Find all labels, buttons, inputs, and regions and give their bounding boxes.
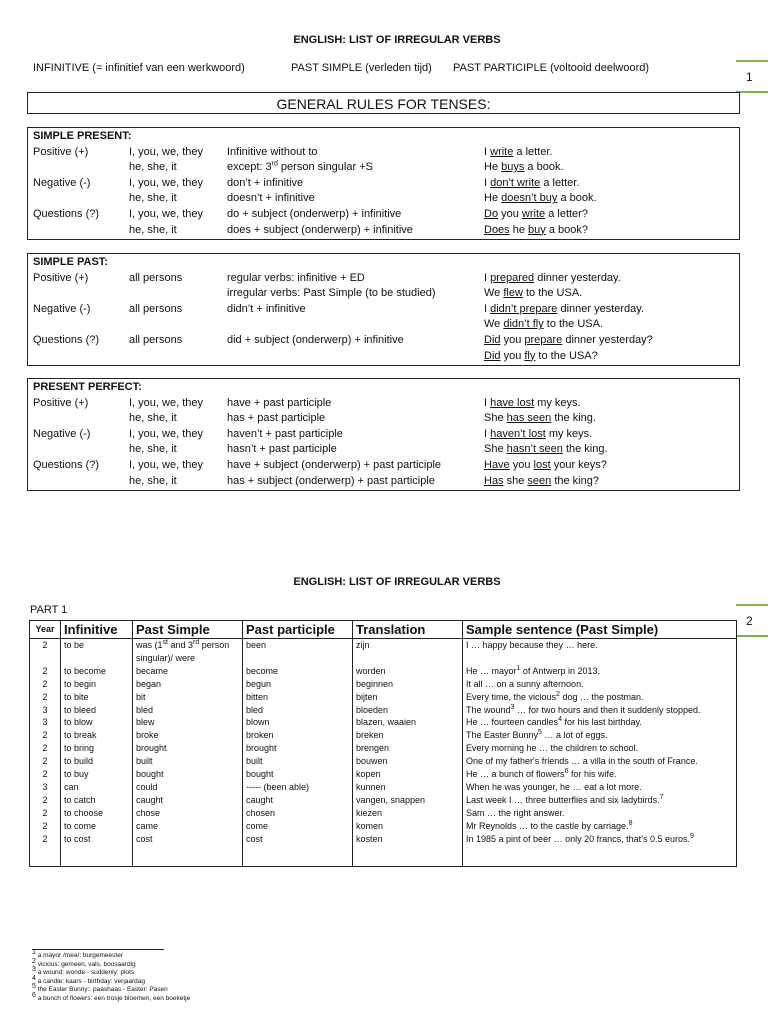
table-row: [30, 833, 737, 846]
rule-formula: have + past participle: [227, 396, 332, 409]
rule-formula: did + subject (onderwerp) + infinitive: [227, 333, 404, 346]
verb-translation: beginnen: [353, 678, 463, 691]
verb-sample-sentence: He … a bunch of flowers$^6$ for his wife.: [463, 768, 737, 781]
table-row: [30, 807, 737, 820]
verb-past-participle: cost: [243, 833, 353, 846]
verb-translation: brengen: [353, 742, 463, 755]
empty-cell: [463, 846, 737, 867]
verb-past-participle: chosen: [243, 807, 353, 820]
table-row: [30, 665, 737, 678]
verb-translation: bloeden: [353, 704, 463, 717]
verb-year: 2: [30, 691, 61, 704]
verb-sample-sentence: Sam … the right answer.: [463, 807, 737, 820]
verb-past-simple: bit: [133, 691, 243, 704]
tense-section-title: PRESENT PERFECT:: [33, 381, 142, 393]
verb-past-simple: brought: [133, 742, 243, 755]
tense-rule-row: [28, 271, 739, 287]
verb-past-participle: bought: [243, 768, 353, 781]
verb-infinitive: to cost: [61, 833, 133, 846]
table-row: [30, 794, 737, 807]
rule-example: I have lost my keys.: [484, 396, 581, 409]
verb-sample-sentence: He … mayor$^1$ of Antwerp in 2013.: [463, 665, 737, 678]
verb-translation: blazen, waaien: [353, 716, 463, 729]
verb-infinitive: to blow: [61, 716, 133, 729]
rule-type: Questions (?): [33, 207, 100, 220]
verb-year: 2: [30, 807, 61, 820]
verb-translation: zijn: [353, 639, 463, 665]
tense-rule-row: [28, 286, 739, 302]
table-header-row: [30, 621, 737, 639]
column-header-past-simple: Past Simple: [133, 621, 243, 639]
verb-sample-sentence: In 1985 a pint of beer … only 20 francs, that’s 0.5 euros.$^9$: [463, 833, 737, 846]
rule-subject: all persons: [129, 271, 183, 284]
footnote: $^6$ a bunch of flowers: een trosje bloemen, een boeketje: [32, 991, 191, 1002]
verb-year: 2: [30, 794, 61, 807]
verb-past-participle: bitten: [243, 691, 353, 704]
verb-translation: breken: [353, 729, 463, 742]
verb-past-participle: caught: [243, 794, 353, 807]
rule-example: He buys a book.: [484, 161, 564, 174]
rule-subject: I, you, we, they: [129, 427, 203, 440]
verb-infinitive: to become: [61, 665, 133, 678]
rule-subject: I, you, we, they: [129, 145, 203, 158]
verb-past-participle: blown: [243, 716, 353, 729]
tense-rule-row: [28, 458, 739, 474]
empty-cell: [133, 846, 243, 867]
verb-year: 2: [30, 768, 61, 781]
tense-section: [27, 127, 740, 240]
page-number: 1: [746, 70, 753, 84]
tense-rule-row: [28, 145, 739, 161]
table-row: [30, 678, 737, 691]
verb-infinitive: to choose: [61, 807, 133, 820]
tense-rule-row: [28, 442, 739, 458]
verb-past-simple: became: [133, 665, 243, 678]
irregular-verbs-table: [29, 620, 737, 867]
verb-past-participle: begun: [243, 678, 353, 691]
verb-sample-sentence: He … fourteen candles$^4$ for his last birthday.: [463, 716, 737, 729]
verb-past-simple: was (1st and 3rd person singular)/ were: [133, 639, 243, 665]
footnote: $^2$ vicious: gemeen, vals, boosaardig: [32, 957, 136, 968]
page2-title: ENGLISH: LIST OF IRREGULAR VERBS: [293, 576, 501, 588]
verb-sample-sentence: Every time, the vicious$^2$ dog … the postman.: [463, 691, 737, 704]
footnote: $^3$ a wound: wonde - suddenly: plots: [32, 965, 135, 976]
table-row: [30, 704, 737, 717]
rule-subject: I, you, we, they: [129, 458, 203, 471]
empty-cell: [243, 846, 353, 867]
verb-year: 2: [30, 665, 61, 678]
empty-cell: [61, 846, 133, 867]
rule-subject: all persons: [129, 333, 183, 346]
verb-translation: kiezen: [353, 807, 463, 820]
verb-past-simple: chose: [133, 807, 243, 820]
rule-example: I haven’t lost my keys.: [484, 427, 593, 440]
tense-rule-row: [28, 349, 739, 365]
verb-year: 2: [30, 678, 61, 691]
verb-past-simple: cost: [133, 833, 243, 846]
rule-example: I don’t write a letter.: [484, 176, 580, 189]
rule-formula: Infinitive without to: [227, 145, 318, 158]
verb-sample-sentence: One of my father's friends … a villa in the south of France.: [463, 755, 737, 768]
rule-subject: he, she, it: [129, 223, 177, 236]
tense-section-title: SIMPLE PAST:: [33, 256, 108, 268]
rule-example: Did you fly to the USA?: [484, 349, 598, 362]
tense-rule-row: [28, 333, 739, 349]
column-header-past-participle: Past participle: [243, 621, 353, 639]
verb-translation: bijten: [353, 691, 463, 704]
rule-type: Positive (+): [33, 271, 89, 284]
header-infinitive: INFINITIVE (= infinitief van een werkwoord): [33, 62, 245, 74]
rule-subject: he, she, it: [129, 474, 177, 487]
verb-past-participle: brought: [243, 742, 353, 755]
table-row: [30, 716, 737, 729]
verb-translation: worden: [353, 665, 463, 678]
rule-formula: has + past participle: [227, 412, 326, 425]
verb-past-simple: bled: [133, 704, 243, 717]
tense-section-title: SIMPLE PRESENT:: [33, 130, 132, 142]
column-header-infinitive: Infinitive: [61, 621, 133, 639]
footnotes: [32, 948, 191, 1003]
rule-type: Negative (-): [33, 302, 91, 315]
verb-infinitive: can: [61, 781, 133, 794]
verb-past-simple: blew: [133, 716, 243, 729]
rule-example: Has she seen the king?: [484, 474, 599, 487]
verb-sample-sentence: Every morning he … the children to school.: [463, 742, 737, 755]
rule-type: Questions (?): [33, 458, 100, 471]
verb-past-participle: built: [243, 755, 353, 768]
verb-infinitive: to bring: [61, 742, 133, 755]
verb-past-simple: built: [133, 755, 243, 768]
footnote: $^4$ a candle: kaars - birthday: verjaardag: [32, 974, 146, 985]
empty-cell: [353, 846, 463, 867]
rule-formula: doesn’t + infinitive: [227, 192, 315, 205]
tense-rule-row: [28, 427, 739, 443]
page-marker-line: [736, 91, 768, 93]
rule-type: Positive (+): [33, 396, 89, 409]
verb-sample-sentence: When he was younger, he … eat a lot more.: [463, 781, 737, 794]
rule-type: Negative (-): [33, 427, 91, 440]
verb-translation: bouwen: [353, 755, 463, 768]
rule-formula: don’t + infinitive: [227, 176, 304, 189]
header-past-participle: PAST PARTICIPLE (voltooid deelwoord): [453, 62, 650, 74]
rule-subject: I, you, we, they: [129, 396, 203, 409]
tense-rule-row: [28, 207, 739, 223]
part-label: PART 1: [30, 604, 68, 616]
verb-past-participle: been: [243, 639, 353, 665]
footnote: $^5$ the Easter Bunny:: paashaas - Easter: Pasen: [32, 982, 168, 993]
rule-example: Did you prepare dinner yesterday?: [484, 333, 653, 346]
verb-year: 2: [30, 833, 61, 846]
verb-past-participle: become: [243, 665, 353, 678]
verb-infinitive: to build: [61, 755, 133, 768]
table-row: [30, 691, 737, 704]
verb-past-simple: began: [133, 678, 243, 691]
tense-rule-row: [28, 176, 739, 192]
table-row: [30, 820, 737, 833]
verb-sample-sentence: The wound$^3$ … for two hours and then it suddenly stopped.: [463, 704, 737, 717]
verb-year: 2: [30, 742, 61, 755]
verb-past-simple: could: [133, 781, 243, 794]
tense-rule-row: [28, 160, 739, 176]
page-marker-line: [736, 635, 768, 637]
verb-infinitive: to bite: [61, 691, 133, 704]
column-header-translation: Translation: [353, 621, 463, 639]
empty-cell: [30, 846, 61, 867]
rule-formula: haven’t + past participle: [227, 427, 343, 440]
rule-type: Negative (-): [33, 176, 91, 189]
verb-past-simple: caught: [133, 794, 243, 807]
verb-past-simple: broke: [133, 729, 243, 742]
rule-subject: I, you, we, they: [129, 176, 203, 189]
tense-rule-row: [28, 317, 739, 333]
verb-year: 3: [30, 704, 61, 717]
rule-subject: he, she, it: [129, 443, 177, 456]
rule-example: We flew to the USA.: [484, 287, 583, 300]
rule-type: Positive (+): [33, 145, 89, 158]
verb-past-participle: broken: [243, 729, 353, 742]
verb-past-simple: bought: [133, 768, 243, 781]
rule-example: I prepared dinner yesterday.: [484, 271, 621, 284]
table-row: [30, 755, 737, 768]
rule-type: Questions (?): [33, 333, 100, 346]
page-number: 2: [746, 614, 753, 628]
verb-year: 3: [30, 716, 61, 729]
tense-rule-row: [28, 411, 739, 427]
rule-example: Do you write a letter?: [484, 207, 588, 220]
rule-example: She hasn’t seen the king.: [484, 443, 608, 456]
tense-rule-row: [28, 474, 739, 490]
verb-infinitive: to buy: [61, 768, 133, 781]
verb-year: 3: [30, 781, 61, 794]
tense-rule-row: [28, 396, 739, 412]
verb-infinitive: to break: [61, 729, 133, 742]
rule-example: We didn’t fly to the USA.: [484, 318, 604, 331]
verb-sample-sentence: Mr Reynolds … to the castle by carriage.$^8$: [463, 820, 737, 833]
table-row-empty: [30, 846, 737, 867]
rule-subject: he, she, it: [129, 161, 177, 174]
table-row: [30, 768, 737, 781]
verb-translation: kunnen: [353, 781, 463, 794]
verb-past-simple: came: [133, 820, 243, 833]
verb-infinitive: to catch: [61, 794, 133, 807]
rule-formula: hasn’t + past participle: [227, 443, 337, 456]
verb-infinitive: to bleed: [61, 704, 133, 717]
rule-formula: do + subject (onderwerp) + infinitive: [227, 207, 402, 220]
verb-translation: kosten: [353, 833, 463, 846]
rule-example: Does he buy a book?: [484, 223, 588, 236]
rule-subject: all persons: [129, 302, 183, 315]
verb-sample-sentence: It all … on a sunny afternoon.: [463, 678, 737, 691]
verb-sample-sentence: I … happy because they … here.: [463, 639, 737, 665]
verb-infinitive: to begin: [61, 678, 133, 691]
table-row: [30, 781, 737, 794]
rule-example: She has seen the king.: [484, 412, 596, 425]
column-header-sample-sentence: Sample sentence (Past Simple): [463, 621, 737, 639]
verb-sample-sentence: Last week I … three butterflies and six ladybirds.$^7$: [463, 794, 737, 807]
rule-example: Have you lost your keys?: [484, 458, 607, 471]
rule-subject: I, you, we, they: [129, 207, 203, 220]
table-row: [30, 729, 737, 742]
rule-formula: except: 3rd person singular +S: [227, 160, 373, 174]
verb-translation: vangen, snappen: [353, 794, 463, 807]
verb-year: 2: [30, 820, 61, 833]
footnote: $^1$ a mayor /meə/: burgemeester: [32, 948, 123, 959]
rule-example: I didn’t prepare dinner yesterday.: [484, 302, 645, 315]
rule-formula: has + subject (onderwerp) + past participle: [227, 474, 435, 487]
rule-formula: irregular verbs: Past Simple (to be studied): [227, 287, 436, 300]
verb-year: 2: [30, 639, 61, 665]
rule-example: I write a letter.: [484, 145, 553, 158]
verb-translation: komen: [353, 820, 463, 833]
tense-rule-row: [28, 191, 739, 207]
rule-subject: he, she, it: [129, 412, 177, 425]
table-row: [30, 639, 737, 665]
page-marker-line: [736, 604, 768, 606]
tense-section: [27, 253, 740, 366]
header-past-simple: PAST SIMPLE (verleden tijd): [291, 62, 432, 74]
rule-formula: didn’t + infinitive: [227, 302, 306, 315]
tense-rule-row: [28, 223, 739, 239]
footnote-separator: [32, 949, 164, 950]
verb-year: 2: [30, 755, 61, 768]
rule-subject: he, she, it: [129, 192, 177, 205]
verb-past-participle: come: [243, 820, 353, 833]
verb-sample-sentence: The Easter Bunny$^5$ … a lot of eggs.: [463, 729, 737, 742]
verb-infinitive: to be: [61, 639, 133, 665]
tense-section: [27, 378, 740, 491]
table-row: [30, 742, 737, 755]
verb-past-participle: ----- (been able): [243, 781, 353, 794]
verb-past-participle: bled: [243, 704, 353, 717]
rule-example: He doesn’t buy a book.: [484, 192, 597, 205]
tense-rule-row: [28, 302, 739, 318]
verb-year: 2: [30, 729, 61, 742]
rule-formula: does + subject (onderwerp) + infinitive: [227, 223, 413, 236]
rule-formula: have + subject (onderwerp) + past participle: [227, 458, 442, 471]
verb-infinitive: to come: [61, 820, 133, 833]
page1-title: ENGLISH: LIST OF IRREGULAR VERBS: [293, 34, 501, 46]
column-header-year: Year: [30, 621, 61, 639]
general-rules-heading: GENERAL RULES FOR TENSES:: [27, 92, 740, 114]
page-marker-line: [736, 60, 768, 62]
verb-translation: kopen: [353, 768, 463, 781]
rule-formula: regular verbs: infinitive + ED: [227, 271, 365, 284]
